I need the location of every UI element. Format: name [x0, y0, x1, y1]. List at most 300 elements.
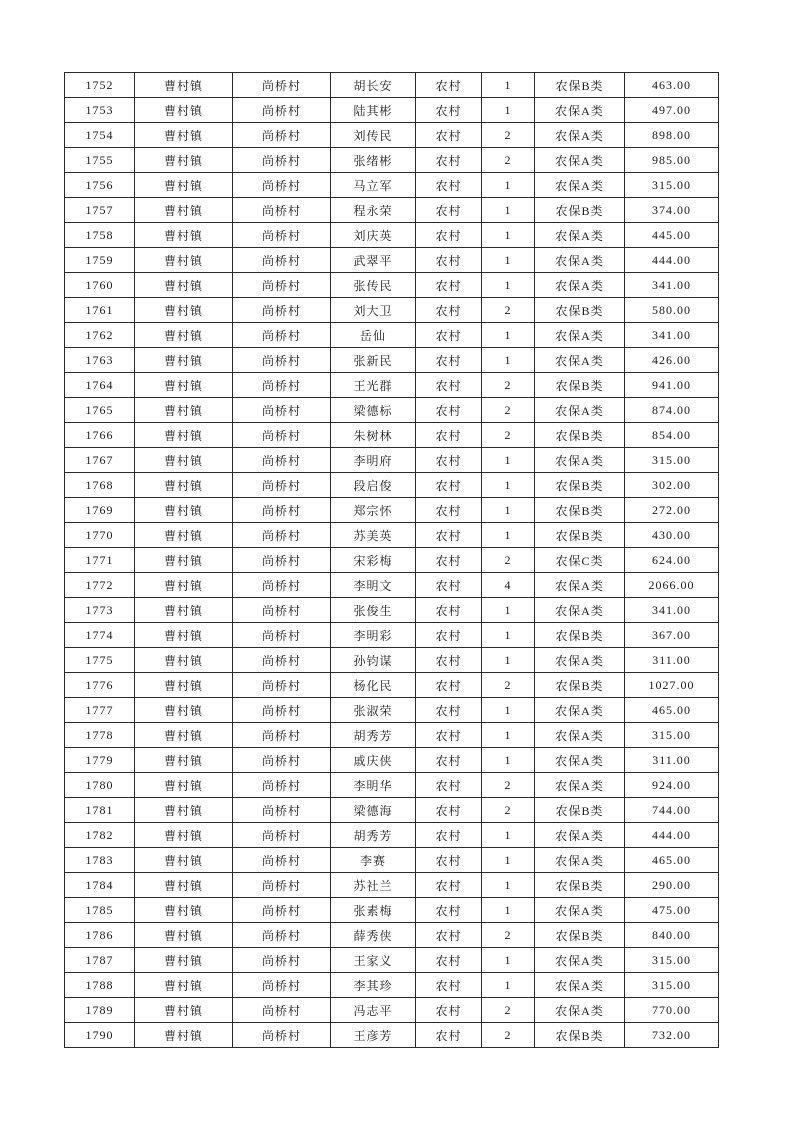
cell-persons: 2	[482, 548, 535, 573]
cell-persons: 2	[482, 398, 535, 423]
cell-town: 曹村镇	[135, 448, 233, 473]
cell-index: 1775	[65, 648, 135, 673]
cell-index: 1776	[65, 673, 135, 698]
cell-village: 尚桥村	[233, 248, 331, 273]
cell-persons: 2	[482, 923, 535, 948]
cell-town: 曹村镇	[135, 548, 233, 573]
cell-village: 尚桥村	[233, 973, 331, 998]
cell-town: 曹村镇	[135, 198, 233, 223]
cell-town: 曹村镇	[135, 998, 233, 1023]
cell-category: 农村	[416, 223, 482, 248]
cell-village: 尚桥村	[233, 298, 331, 323]
cell-category: 农村	[416, 348, 482, 373]
cell-amount: 341.00	[625, 323, 719, 348]
cell-index: 1770	[65, 523, 135, 548]
cell-town: 曹村镇	[135, 623, 233, 648]
cell-town: 曹村镇	[135, 898, 233, 923]
cell-name: 刘庆英	[331, 223, 416, 248]
cell-instype: 农保A类	[535, 248, 625, 273]
cell-town: 曹村镇	[135, 273, 233, 298]
cell-amount: 744.00	[625, 798, 719, 823]
cell-persons: 1	[482, 523, 535, 548]
cell-name: 马立军	[331, 173, 416, 198]
cell-instype: 农保B类	[535, 523, 625, 548]
table-row	[65, 548, 719, 573]
cell-village: 尚桥村	[233, 398, 331, 423]
cell-name: 王光群	[331, 373, 416, 398]
cell-persons: 4	[482, 573, 535, 598]
cell-name: 张素梅	[331, 898, 416, 923]
cell-amount: 2066.00	[625, 573, 719, 598]
cell-category: 农村	[416, 623, 482, 648]
cell-category: 农村	[416, 123, 482, 148]
cell-name: 张绪彬	[331, 148, 416, 173]
cell-index: 1772	[65, 573, 135, 598]
cell-instype: 农保B类	[535, 423, 625, 448]
cell-persons: 1	[482, 473, 535, 498]
cell-index: 1759	[65, 248, 135, 273]
cell-persons: 1	[482, 498, 535, 523]
table-row	[65, 748, 719, 773]
cell-name: 李明文	[331, 573, 416, 598]
cell-index: 1771	[65, 548, 135, 573]
cell-town: 曹村镇	[135, 1023, 233, 1048]
table-row	[65, 823, 719, 848]
cell-category: 农村	[416, 723, 482, 748]
table-row	[65, 123, 719, 148]
cell-index: 1786	[65, 923, 135, 948]
table-row	[65, 973, 719, 998]
cell-index: 1756	[65, 173, 135, 198]
cell-name: 李明彩	[331, 623, 416, 648]
cell-name: 李赛	[331, 848, 416, 873]
cell-persons: 1	[482, 248, 535, 273]
cell-town: 曹村镇	[135, 648, 233, 673]
cell-amount: 315.00	[625, 448, 719, 473]
table-row	[65, 473, 719, 498]
cell-amount: 311.00	[625, 648, 719, 673]
cell-instype: 农保A类	[535, 848, 625, 873]
table-row	[65, 673, 719, 698]
cell-town: 曹村镇	[135, 923, 233, 948]
cell-index: 1760	[65, 273, 135, 298]
cell-village: 尚桥村	[233, 773, 331, 798]
cell-name: 朱树林	[331, 423, 416, 448]
cell-index: 1781	[65, 798, 135, 823]
cell-instype: 农保A类	[535, 973, 625, 998]
cell-persons: 2	[482, 798, 535, 823]
table-row	[65, 848, 719, 873]
cell-amount: 985.00	[625, 148, 719, 173]
cell-persons: 1	[482, 648, 535, 673]
cell-index: 1788	[65, 973, 135, 998]
cell-name: 李明华	[331, 773, 416, 798]
cell-town: 曹村镇	[135, 723, 233, 748]
cell-category: 农村	[416, 923, 482, 948]
cell-instype: 农保A类	[535, 723, 625, 748]
table-body	[65, 73, 719, 1048]
cell-town: 曹村镇	[135, 98, 233, 123]
cell-amount: 465.00	[625, 698, 719, 723]
cell-category: 农村	[416, 273, 482, 298]
cell-amount: 770.00	[625, 998, 719, 1023]
cell-index: 1783	[65, 848, 135, 873]
cell-instype: 农保A类	[535, 398, 625, 423]
cell-name: 冯志平	[331, 998, 416, 1023]
cell-town: 曹村镇	[135, 598, 233, 623]
cell-village: 尚桥村	[233, 73, 331, 98]
cell-amount: 341.00	[625, 598, 719, 623]
table-row	[65, 298, 719, 323]
table-row	[65, 248, 719, 273]
cell-village: 尚桥村	[233, 123, 331, 148]
cell-town: 曹村镇	[135, 573, 233, 598]
table-row	[65, 698, 719, 723]
cell-persons: 1	[482, 323, 535, 348]
cell-persons: 2	[482, 998, 535, 1023]
table-row	[65, 223, 719, 248]
cell-town: 曹村镇	[135, 423, 233, 448]
cell-name: 刘大卫	[331, 298, 416, 323]
cell-persons: 1	[482, 948, 535, 973]
cell-village: 尚桥村	[233, 573, 331, 598]
cell-index: 1779	[65, 748, 135, 773]
table-row	[65, 573, 719, 598]
cell-index: 1780	[65, 773, 135, 798]
cell-name: 岳仙	[331, 323, 416, 348]
cell-instype: 农保A类	[535, 98, 625, 123]
cell-name: 郑宗怀	[331, 498, 416, 523]
cell-persons: 1	[482, 448, 535, 473]
cell-name: 张淑荣	[331, 698, 416, 723]
cell-persons: 1	[482, 873, 535, 898]
table-row	[65, 648, 719, 673]
cell-instype: 农保A类	[535, 823, 625, 848]
cell-village: 尚桥村	[233, 948, 331, 973]
cell-town: 曹村镇	[135, 73, 233, 98]
cell-index: 1768	[65, 473, 135, 498]
cell-amount: 272.00	[625, 498, 719, 523]
cell-village: 尚桥村	[233, 473, 331, 498]
cell-index: 1758	[65, 223, 135, 248]
cell-index: 1777	[65, 698, 135, 723]
subsidy-roster-table	[64, 72, 719, 1048]
cell-instype: 农保B类	[535, 673, 625, 698]
cell-index: 1782	[65, 823, 135, 848]
cell-category: 农村	[416, 798, 482, 823]
cell-instype: 农保A类	[535, 223, 625, 248]
cell-persons: 1	[482, 223, 535, 248]
cell-category: 农村	[416, 1023, 482, 1048]
cell-amount: 341.00	[625, 273, 719, 298]
cell-name: 张新民	[331, 348, 416, 373]
cell-amount: 430.00	[625, 523, 719, 548]
cell-category: 农村	[416, 573, 482, 598]
cell-category: 农村	[416, 673, 482, 698]
table-row	[65, 998, 719, 1023]
cell-category: 农村	[416, 423, 482, 448]
cell-village: 尚桥村	[233, 798, 331, 823]
cell-category: 农村	[416, 298, 482, 323]
cell-village: 尚桥村	[233, 923, 331, 948]
cell-village: 尚桥村	[233, 523, 331, 548]
cell-category: 农村	[416, 848, 482, 873]
cell-amount: 290.00	[625, 873, 719, 898]
cell-category: 农村	[416, 473, 482, 498]
cell-category: 农村	[416, 198, 482, 223]
cell-instype: 农保B类	[535, 923, 625, 948]
cell-village: 尚桥村	[233, 498, 331, 523]
cell-category: 农村	[416, 373, 482, 398]
table-row	[65, 423, 719, 448]
cell-village: 尚桥村	[233, 373, 331, 398]
cell-persons: 1	[482, 698, 535, 723]
cell-instype: 农保B类	[535, 73, 625, 98]
table-row	[65, 923, 719, 948]
cell-instype: 农保A类	[535, 773, 625, 798]
cell-village: 尚桥村	[233, 148, 331, 173]
cell-name: 刘传民	[331, 123, 416, 148]
cell-town: 曹村镇	[135, 373, 233, 398]
cell-name: 段启俊	[331, 473, 416, 498]
cell-persons: 1	[482, 973, 535, 998]
cell-village: 尚桥村	[233, 648, 331, 673]
cell-amount: 924.00	[625, 773, 719, 798]
cell-name: 梁德标	[331, 398, 416, 423]
cell-town: 曹村镇	[135, 348, 233, 373]
table-row	[65, 1023, 719, 1048]
cell-amount: 840.00	[625, 923, 719, 948]
cell-name: 李其珍	[331, 973, 416, 998]
cell-village: 尚桥村	[233, 623, 331, 648]
cell-index: 1773	[65, 598, 135, 623]
table-row	[65, 323, 719, 348]
cell-index: 1752	[65, 73, 135, 98]
cell-index: 1764	[65, 373, 135, 398]
cell-instype: 农保B类	[535, 498, 625, 523]
table-row	[65, 598, 719, 623]
cell-town: 曹村镇	[135, 848, 233, 873]
cell-name: 王家义	[331, 948, 416, 973]
cell-town: 曹村镇	[135, 948, 233, 973]
cell-town: 曹村镇	[135, 698, 233, 723]
cell-amount: 1027.00	[625, 673, 719, 698]
cell-persons: 1	[482, 623, 535, 648]
cell-village: 尚桥村	[233, 598, 331, 623]
cell-amount: 941.00	[625, 373, 719, 398]
cell-category: 农村	[416, 498, 482, 523]
cell-persons: 1	[482, 348, 535, 373]
cell-amount: 374.00	[625, 198, 719, 223]
cell-village: 尚桥村	[233, 698, 331, 723]
cell-town: 曹村镇	[135, 173, 233, 198]
cell-category: 农村	[416, 648, 482, 673]
cell-name: 李明府	[331, 448, 416, 473]
cell-instype: 农保A类	[535, 448, 625, 473]
table-row	[65, 523, 719, 548]
cell-instype: 农保A类	[535, 998, 625, 1023]
cell-persons: 2	[482, 673, 535, 698]
cell-amount: 426.00	[625, 348, 719, 373]
cell-amount: 315.00	[625, 173, 719, 198]
cell-instype: 农保B类	[535, 623, 625, 648]
cell-instype: 农保A类	[535, 748, 625, 773]
cell-name: 胡秀芳	[331, 723, 416, 748]
cell-name: 苏美英	[331, 523, 416, 548]
cell-town: 曹村镇	[135, 473, 233, 498]
cell-instype: 农保A类	[535, 648, 625, 673]
cell-instype: 农保B类	[535, 373, 625, 398]
cell-village: 尚桥村	[233, 723, 331, 748]
cell-town: 曹村镇	[135, 248, 233, 273]
cell-town: 曹村镇	[135, 498, 233, 523]
cell-village: 尚桥村	[233, 423, 331, 448]
cell-category: 农村	[416, 973, 482, 998]
cell-persons: 1	[482, 823, 535, 848]
cell-index: 1761	[65, 298, 135, 323]
cell-category: 农村	[416, 748, 482, 773]
cell-category: 农村	[416, 823, 482, 848]
cell-persons: 2	[482, 298, 535, 323]
cell-instype: 农保B类	[535, 298, 625, 323]
cell-index: 1763	[65, 348, 135, 373]
cell-amount: 315.00	[625, 948, 719, 973]
table-row	[65, 873, 719, 898]
cell-instype: 农保C类	[535, 548, 625, 573]
cell-persons: 1	[482, 598, 535, 623]
cell-amount: 732.00	[625, 1023, 719, 1048]
cell-town: 曹村镇	[135, 298, 233, 323]
cell-name: 戚庆侠	[331, 748, 416, 773]
cell-village: 尚桥村	[233, 748, 331, 773]
table-row	[65, 273, 719, 298]
cell-index: 1755	[65, 148, 135, 173]
cell-town: 曹村镇	[135, 873, 233, 898]
cell-amount: 463.00	[625, 73, 719, 98]
cell-persons: 2	[482, 1023, 535, 1048]
cell-instype: 农保A类	[535, 173, 625, 198]
cell-index: 1769	[65, 498, 135, 523]
cell-category: 农村	[416, 173, 482, 198]
cell-amount: 580.00	[625, 298, 719, 323]
cell-index: 1754	[65, 123, 135, 148]
cell-name: 武翠平	[331, 248, 416, 273]
cell-index: 1766	[65, 423, 135, 448]
cell-name: 陆其彬	[331, 98, 416, 123]
cell-village: 尚桥村	[233, 823, 331, 848]
cell-town: 曹村镇	[135, 748, 233, 773]
table-row	[65, 148, 719, 173]
cell-instype: 农保A类	[535, 273, 625, 298]
cell-persons: 2	[482, 123, 535, 148]
cell-category: 农村	[416, 98, 482, 123]
cell-instype: 农保A类	[535, 898, 625, 923]
cell-name: 薛秀侠	[331, 923, 416, 948]
cell-instype: 农保A类	[535, 698, 625, 723]
table-row	[65, 448, 719, 473]
cell-index: 1790	[65, 1023, 135, 1048]
cell-category: 农村	[416, 323, 482, 348]
cell-instype: 农保A类	[535, 323, 625, 348]
table-row	[65, 173, 719, 198]
cell-category: 农村	[416, 898, 482, 923]
table-row	[65, 623, 719, 648]
cell-name: 张传民	[331, 273, 416, 298]
cell-category: 农村	[416, 948, 482, 973]
table-row	[65, 348, 719, 373]
cell-instype: 农保B类	[535, 873, 625, 898]
cell-index: 1774	[65, 623, 135, 648]
cell-category: 农村	[416, 698, 482, 723]
cell-index: 1778	[65, 723, 135, 748]
cell-category: 农村	[416, 998, 482, 1023]
cell-index: 1787	[65, 948, 135, 973]
cell-instype: 农保A类	[535, 348, 625, 373]
cell-instype: 农保A类	[535, 948, 625, 973]
cell-name: 孙钧谋	[331, 648, 416, 673]
table-row	[65, 398, 719, 423]
cell-index: 1785	[65, 898, 135, 923]
cell-persons: 1	[482, 748, 535, 773]
cell-persons: 1	[482, 273, 535, 298]
cell-village: 尚桥村	[233, 673, 331, 698]
cell-persons: 1	[482, 848, 535, 873]
cell-village: 尚桥村	[233, 848, 331, 873]
cell-village: 尚桥村	[233, 548, 331, 573]
cell-amount: 315.00	[625, 973, 719, 998]
cell-village: 尚桥村	[233, 1023, 331, 1048]
cell-persons: 1	[482, 723, 535, 748]
table-row	[65, 773, 719, 798]
cell-persons: 1	[482, 98, 535, 123]
cell-town: 曹村镇	[135, 973, 233, 998]
cell-village: 尚桥村	[233, 198, 331, 223]
cell-instype: 农保A类	[535, 573, 625, 598]
cell-persons: 2	[482, 423, 535, 448]
table-row	[65, 98, 719, 123]
cell-town: 曹村镇	[135, 798, 233, 823]
cell-village: 尚桥村	[233, 873, 331, 898]
cell-instype: 农保A类	[535, 148, 625, 173]
cell-instype: 农保B类	[535, 473, 625, 498]
table-row	[65, 73, 719, 98]
cell-instype: 农保B类	[535, 798, 625, 823]
cell-category: 农村	[416, 248, 482, 273]
cell-village: 尚桥村	[233, 898, 331, 923]
table-row	[65, 198, 719, 223]
table-row	[65, 723, 719, 748]
cell-village: 尚桥村	[233, 448, 331, 473]
cell-name: 苏社兰	[331, 873, 416, 898]
cell-town: 曹村镇	[135, 148, 233, 173]
cell-name: 胡长安	[331, 73, 416, 98]
cell-village: 尚桥村	[233, 998, 331, 1023]
cell-index: 1757	[65, 198, 135, 223]
cell-town: 曹村镇	[135, 773, 233, 798]
cell-village: 尚桥村	[233, 98, 331, 123]
cell-amount: 465.00	[625, 848, 719, 873]
cell-name: 梁德海	[331, 798, 416, 823]
cell-town: 曹村镇	[135, 223, 233, 248]
cell-persons: 1	[482, 898, 535, 923]
cell-amount: 444.00	[625, 248, 719, 273]
cell-index: 1765	[65, 398, 135, 423]
cell-index: 1789	[65, 998, 135, 1023]
cell-category: 农村	[416, 523, 482, 548]
table-row	[65, 498, 719, 523]
cell-instype: 农保A类	[535, 598, 625, 623]
cell-town: 曹村镇	[135, 523, 233, 548]
